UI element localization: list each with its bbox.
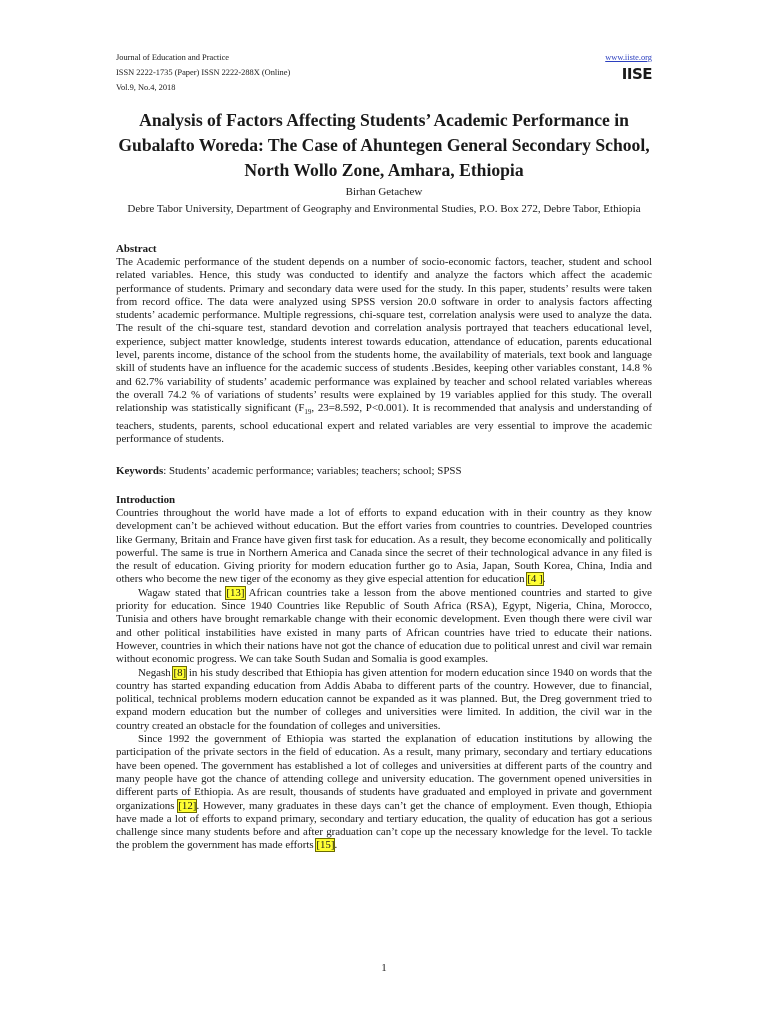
intro-paragraph-4 (116, 733, 652, 853)
intro-p1-text: Countries throughout the world have made a lot of efforts to expand education with in their country as they know development can’t be achieved without education. But the effort varies from countries to countries. Developed countries like Germany, Britain and France have given first task for education. As a result, they become economically and politically powerful. The same is true in Northern America and Canada since the secret of their technological advance in any filed is the result of education. Giving priority for modern education further go to Asia, Japan, South Korea, China, India and others who become the new tiger of the economy as they give especial attention for education (116, 507, 652, 586)
intro-p2-start: Wagaw stated that (138, 586, 227, 599)
intro-p4-start: Since 1992 the government of Ethiopia was started the explanation of education institutions by allowing the participation of the private sectors in the field of education. As a result, many primary, secondary and tertiary educations have been opened. The government has established a lot of colleges and universities at different parts of the country and many people have got the chance of attending college and university education. The government opened universities in different parts of Ethiopia. As are result, thousands of students have graduated and employed in private and government organizations (116, 733, 652, 812)
intro-p4-text: . However, many graduates in these days can’t get the chance of employment. Even though, Ethiopia have made a lot of efforts to expand primary, secondary and tertiary education, the quality of education has got a serious challenge since many students before and after graduation can’t cope up the necessary knowledge for the level. To tackle the problem the government has made efforts (116, 799, 652, 852)
citation-12[interactable]: [12] (178, 799, 197, 812)
intro-p3-text: in his study described that Ethiopia has given attention for modern education since 1940 on words that the country has started expanding education from Addis Ababa to different parts of the country. However, due to financial, political, technical problems modern education cannot be expanded as it was planned. But, the Dreg government tried to expand modern education but the number of colleges and universities were limited. In addition, the civil war in the country created an obstacle for the foundation of colleges and universities. (116, 666, 653, 732)
intro-p4-end: . (334, 839, 338, 852)
keywords-label: Keywords (116, 465, 164, 477)
intro-paragraph-1 (116, 507, 652, 587)
intro-paragraph-3 (116, 667, 652, 733)
intro-p1-end: . (542, 573, 546, 586)
iiste-logo: IISE (621, 65, 652, 83)
f-stat-subscript: 19 (304, 408, 312, 417)
citation-15[interactable]: [15] (316, 839, 335, 852)
introduction-heading: Introduction (116, 494, 176, 506)
journal-url-link[interactable]: www.iiste.org (605, 53, 652, 62)
paper-title: Analysis of Factors Affecting Students’ Academic Performance in Gubalafto Woreda: The Case of Ahuntegen General Secondary School, North Wollo Zone, Amhara, Ethiopia (118, 110, 650, 180)
keywords-text: : Students’ academic performance; variables; teachers; school; SPSS (163, 465, 462, 477)
introduction-body (116, 507, 652, 853)
author-name: Birhan Getachew (345, 186, 423, 198)
intro-p2-text: African countries take a lesson from the above mentioned countries and started to give priority for education. Since 1940 Countries like Republic of South Africa (RSA), Egypt, Nigeria, China, Morocco, Tunisia and others have brought remarkable change with their economic development. Even though there were civil war and other political instabilities have existed in many parts of African countries have tried to educate their nations. However, countries in which their nations have not got the chance of education due to political unrest and civil war remain without economic progress. We can take South Sudan and Somalia is good examples. (116, 586, 652, 666)
abstract-body: The Academic performance of the student depends on a number of socio-economic factors, teacher, student and school related variables. Hence, this study was conducted to identify and analyze the factors which affect the academic performance of students. Primary and secondary data were used for the study. In this paper, students’ results were taken from record office. The data were analyzed using SPSS version 20.0 software in order to analysis factors affecting students’ academic performance. Multiple regressions, chi-square test, correlation analysis were used to analyze the data. The result of the chi-square test, standard devotion and correlation analysis portrayed that teachers educational level, experience, subject matter knowledge, students interest towards education, attendance of education, parents educational level, parents income, distance of the school from the students home, the availability of materials, text book and language skill of students have an influence for the academic success of students .Besides, keeping other variables constant, 14.8 % and 62.7% variability of students’ academic performance was explained by teacher and school related variables whereas the overall 74.2 % of variations of students’ results were explained by 19 variables applied for this study. The overall relationship was statistically significant (F (116, 256, 652, 415)
journal-info (116, 50, 652, 95)
header-right (605, 50, 652, 84)
page-number: 1 (381, 962, 387, 974)
issn-line: ISSN 2222-1735 (Paper) ISSN 2222-288X (Online) (116, 68, 291, 77)
journal-name: Journal of Education and Practice (116, 53, 230, 62)
abstract-heading: Abstract (116, 243, 157, 255)
volume-line: Vol.9, No.4, 2018 (116, 83, 176, 92)
page-header (116, 50, 652, 100)
abstract-body-end: , 23=8.592, P<0.001). It is recommended that analysis and understanding of teachers, students, parents, school educational expert and related variables are very essential to improve the academic performance of students. (116, 402, 652, 446)
citation-4[interactable]: [4 ] (527, 573, 543, 586)
intro-p3-start: Negash (138, 666, 174, 679)
keywords-line (116, 465, 652, 478)
intro-paragraph-2 (116, 587, 652, 667)
citation-8[interactable]: [8] (173, 666, 187, 679)
author-affiliation: Debre Tabor University, Department of Geography and Environmental Studies, P.O. Box 272, Debre Tabor, Ethiopia (127, 203, 641, 215)
citation-13[interactable]: [13] (226, 586, 245, 599)
abstract-text (116, 256, 652, 446)
